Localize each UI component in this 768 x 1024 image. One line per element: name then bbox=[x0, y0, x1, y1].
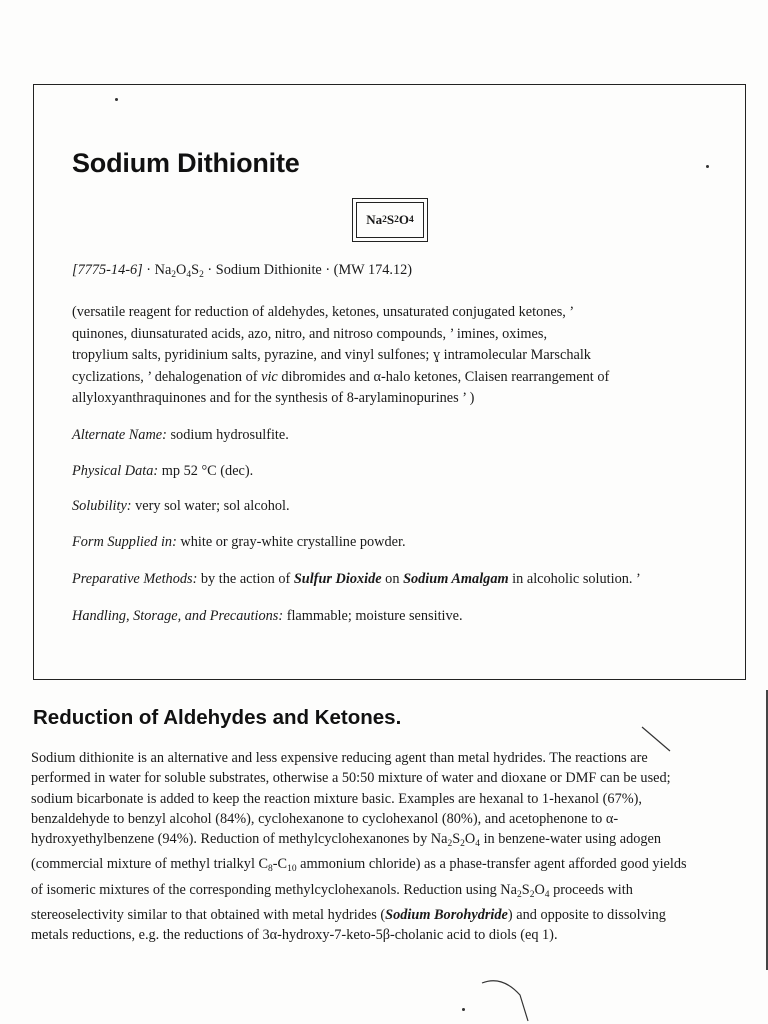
body-line: sodium bicarbonate is added to keep the reaction mixture basic. Examples are hexanal to 1-hexanol (67%), bbox=[31, 790, 642, 807]
cas-number: [7775-14-6] bbox=[72, 262, 143, 278]
section-body bbox=[31, 748, 751, 946]
body-line: Sodium dithionite is an alternative and less expensive reducing agent than metal hydrides. The reactions are bbox=[31, 750, 648, 766]
formula-box bbox=[352, 198, 428, 242]
scan-stroke-mark bbox=[480, 975, 540, 1024]
alternate-name-field: Alternate Name: sodium hydrosulfite. bbox=[72, 427, 289, 443]
scan-speck bbox=[115, 98, 118, 101]
formula-label: Na 2 S 2 O 4 bbox=[356, 202, 424, 238]
solubility-field: Solubility: very sol water; sol alcohol. bbox=[72, 498, 290, 514]
uses-paragraph bbox=[72, 302, 712, 410]
body-line: stereoselectivity similar to that obtained with metal hydrides (Sodium Borohydride) and opposite to dissolving bbox=[31, 907, 666, 924]
section-heading: Reduction of Aldehydes and Ketones. bbox=[33, 706, 402, 729]
body-line: (commercial mixture of methyl trialkyl $C_8-C_{10}$ ammonium chloride) as a phase-transfer agent afforded good yields bbox=[31, 856, 687, 875]
scan-speck bbox=[462, 1008, 465, 1011]
handling-field: Handling, Storage, and Precautions: flammable; moisture sensitive. bbox=[72, 608, 463, 624]
physical-data-field: Physical Data: mp 52 °C (dec). bbox=[72, 463, 254, 479]
reagent-link-sulfur-dioxide: Sulfur Dioxide bbox=[293, 571, 382, 587]
body-line: of isomeric mixtures of the corresponding methylcyclohexanols. Reduction using $Na_2S_2O_4$ proceeds with bbox=[31, 881, 633, 900]
body-line: performed in water for soluble substrates, otherwise a 50:50 mixture of water and dioxane or DMF can be used; bbox=[31, 770, 671, 787]
uses-line: cyclizations, ’ dehalogenation of vic dibromides and α-halo ketones, Claisen rearrangement of bbox=[72, 368, 610, 385]
reagent-summary-box bbox=[33, 84, 746, 680]
reagent-link-sodium-borohydride: Sodium Borohydride bbox=[385, 907, 508, 924]
page-title: Sodium Dithionite bbox=[72, 148, 300, 178]
uses-line: tropylium salts, pyridinium salts, pyrazine, and vinyl sulfones; ɣ intramolecular Marschalk bbox=[72, 347, 591, 363]
molecular-formula: $Na_2O_4S_2$ bbox=[154, 262, 204, 280]
preparative-methods-field: Preparative Methods: by the action of Sulfur Dioxide on Sodium Amalgam in alcoholic solution. ’ bbox=[72, 571, 641, 587]
uses-line: (versatile reagent for reduction of aldehydes, ketones, unsaturated conjugated ketones, ’ bbox=[72, 304, 575, 320]
reagent-link-sodium-amalgam: Sodium Amalgam bbox=[403, 571, 509, 587]
form-supplied-field: Form Supplied in: white or gray-white crystalline powder. bbox=[72, 534, 406, 550]
body-line: metals reductions, e.g. the reductions of 3α-hydroxy-7-keto-5β-cholanic acid to diols (eq 1). bbox=[31, 927, 558, 944]
identifier-line: $[7775-14-6] \cdot Na_2O_4S_2$ · Sodium Dithionite · (MW 174.12) bbox=[72, 262, 413, 280]
uses-line: quinones, diunsaturated acids, azo, nitro, and nitroso compounds, ’ imines, oximes, bbox=[72, 325, 548, 342]
scan-speck bbox=[706, 165, 709, 168]
uses-line: allyloxyanthraquinones and for the synthesis of 8-arylaminopurines ’ ) bbox=[72, 390, 475, 406]
body-line: hydroxyethylbenzene (94%). Reduction of methylcyclohexanones by $Na_2S_2O_4$ in benzene-water using adogen bbox=[31, 831, 662, 850]
body-line: benzaldehyde to benzyl alcohol (84%), cyclohexanone to cyclohexanol (80%), and acetophenone to α- bbox=[31, 810, 619, 827]
scan-stroke-mark bbox=[640, 725, 680, 755]
